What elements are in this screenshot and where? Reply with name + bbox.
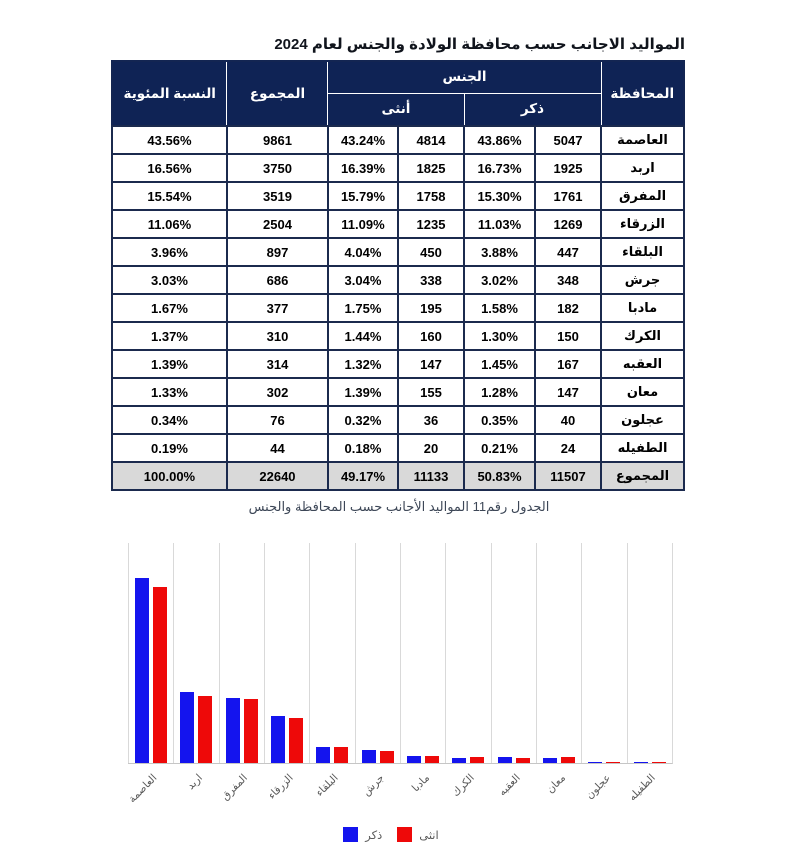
table-row	[112, 182, 684, 210]
table-cell: 1.37%	[112, 322, 227, 350]
table-cell: 15.79%	[328, 182, 398, 210]
table-cell: 1.39%	[112, 350, 227, 378]
table-cell: 338	[398, 266, 464, 294]
x-axis-label: العاصمة	[126, 772, 160, 806]
female-bar	[516, 758, 530, 763]
chart-legend	[0, 827, 790, 842]
category-group	[445, 543, 490, 800]
x-axis-label: مادبا	[409, 772, 432, 795]
table-cell: 9861	[227, 126, 328, 154]
table-cell: 0.34%	[112, 406, 227, 434]
male-bar	[407, 756, 421, 763]
table-cell: 76	[227, 406, 328, 434]
male-bar	[498, 757, 512, 763]
male-bar	[634, 762, 648, 763]
table-cell: 11507	[535, 462, 601, 490]
female-bar	[470, 757, 484, 763]
table-cell: 3.96%	[112, 238, 227, 266]
table-cell: 1.44%	[328, 322, 398, 350]
table-cell: 1825	[398, 154, 464, 182]
female-bar	[380, 751, 394, 763]
x-axis-label: معان	[543, 772, 568, 796]
table-row	[112, 294, 684, 322]
table-cell: 195	[398, 294, 464, 322]
table-row	[112, 210, 684, 238]
table-cell: 36	[398, 406, 464, 434]
governorate-cell: اربد	[601, 154, 684, 182]
table-cell: 3.02%	[464, 266, 535, 294]
male-bar	[226, 698, 240, 763]
births-table	[111, 60, 685, 491]
table-cell: 1.67%	[112, 294, 227, 322]
table-row	[112, 154, 684, 182]
table-cell: 3750	[227, 154, 328, 182]
table-cell: 43.86%	[464, 126, 535, 154]
header-percentage: النسبة المئوية	[112, 61, 227, 126]
category-group	[400, 543, 445, 795]
table-cell: 377	[227, 294, 328, 322]
x-axis-label: عجلون	[583, 772, 613, 802]
x-axis-label: العقبه	[495, 772, 523, 799]
table-cell: 43.24%	[328, 126, 398, 154]
governorate-cell: العقبه	[601, 350, 684, 378]
governorate-cell: المجموع	[601, 462, 684, 490]
table-row	[112, 434, 684, 462]
table-cell: 150	[535, 322, 601, 350]
male-bar	[452, 758, 466, 764]
category-group	[126, 543, 173, 806]
female-bar	[198, 696, 212, 763]
male-bar	[135, 578, 149, 763]
table-cell: 44	[227, 434, 328, 462]
table-cell: 0.21%	[464, 434, 535, 462]
x-axis-label: الزرقاء	[265, 772, 296, 802]
table-cell: 100.00%	[112, 462, 227, 490]
table-cell: 1.45%	[464, 350, 535, 378]
table-cell: 15.30%	[464, 182, 535, 210]
table-cell: 3.03%	[112, 266, 227, 294]
legend-female-swatch	[397, 827, 412, 842]
table-cell: 11.06%	[112, 210, 227, 238]
header-male: ذكر	[464, 93, 601, 126]
table-cell: 1758	[398, 182, 464, 210]
x-axis-label: المفرق	[219, 772, 251, 803]
table-cell: 447	[535, 238, 601, 266]
table-row	[112, 126, 684, 154]
governorate-cell: عجلون	[601, 406, 684, 434]
x-axis-label: الطفيله	[626, 772, 659, 804]
table-cell: 0.18%	[328, 434, 398, 462]
table-cell: 15.54%	[112, 182, 227, 210]
category-group	[309, 543, 354, 800]
table-cell: 24	[535, 434, 601, 462]
total-row	[112, 462, 684, 490]
category-group	[264, 543, 309, 802]
table-cell: 686	[227, 266, 328, 294]
header-total: المجموع	[227, 61, 328, 126]
table-header	[112, 61, 684, 126]
x-axis-label: البلقاء	[313, 772, 341, 800]
table-cell: 5047	[535, 126, 601, 154]
female-bar	[606, 762, 620, 763]
table-cell: 22640	[227, 462, 328, 490]
table-row	[112, 350, 684, 378]
table-cell: 1.58%	[464, 294, 535, 322]
header-governorate: المحافظة	[601, 61, 684, 126]
female-bar	[153, 587, 167, 764]
female-bar	[561, 757, 575, 763]
female-bar	[244, 699, 258, 763]
table-cell: 3519	[227, 182, 328, 210]
header-gender: الجنس	[328, 61, 601, 93]
table-cell: 1.32%	[328, 350, 398, 378]
governorate-cell: الطفيله	[601, 434, 684, 462]
male-bar	[271, 716, 285, 763]
male-bar	[588, 762, 602, 763]
table-cell: 4.04%	[328, 238, 398, 266]
category-group	[355, 543, 400, 799]
male-bar	[180, 692, 194, 763]
table-cell: 1925	[535, 154, 601, 182]
table-cell: 1235	[398, 210, 464, 238]
legend-male-label: ذكر	[365, 829, 383, 842]
female-bar	[289, 718, 303, 763]
x-axis-label: جرش	[360, 772, 387, 799]
category-group	[219, 543, 264, 803]
male-bar	[362, 750, 376, 763]
x-axis-label: الكرك	[449, 772, 477, 800]
table-row	[112, 266, 684, 294]
male-bar	[316, 747, 330, 763]
legend-female-label: انثى	[419, 829, 439, 842]
table-body	[112, 126, 684, 490]
male-bar	[543, 758, 557, 763]
table-cell: 43.56%	[112, 126, 227, 154]
category-group	[626, 543, 672, 804]
table-cell: 314	[227, 350, 328, 378]
header-female: أنثى	[328, 93, 464, 126]
table-cell: 49.17%	[328, 462, 398, 490]
governorate-cell: الكرك	[601, 322, 684, 350]
governorate-cell: العاصمة	[601, 126, 684, 154]
table-cell: 1.33%	[112, 378, 227, 406]
table-cell: 1.39%	[328, 378, 398, 406]
category-group	[581, 543, 626, 802]
table-cell: 11.09%	[328, 210, 398, 238]
category-group	[536, 543, 581, 796]
female-bar	[425, 756, 439, 763]
table-cell: 310	[227, 322, 328, 350]
table-cell: 450	[398, 238, 464, 266]
table-cell: 182	[535, 294, 601, 322]
governorate-cell: جرش	[601, 266, 684, 294]
page-title: المواليد الاجانب حسب محافظة الولادة والجنس لعام 2024	[274, 36, 685, 53]
category-group	[173, 543, 218, 793]
governorate-cell: الزرقاء	[601, 210, 684, 238]
governorate-cell: معان	[601, 378, 684, 406]
table-cell: 1.30%	[464, 322, 535, 350]
table-cell: 167	[535, 350, 601, 378]
table-cell: 155	[398, 378, 464, 406]
table-cell: 0.19%	[112, 434, 227, 462]
table-cell: 0.32%	[328, 406, 398, 434]
table-cell: 3.04%	[328, 266, 398, 294]
table-caption: الجدول رقم11 المواليد الأجانب حسب المحافظة والجنس	[248, 499, 550, 514]
table-cell: 897	[227, 238, 328, 266]
table-cell: 20	[398, 434, 464, 462]
governorate-cell: مادبا	[601, 294, 684, 322]
table-cell: 147	[535, 378, 601, 406]
table-row	[112, 378, 684, 406]
female-bar	[334, 747, 348, 764]
table-cell: 0.35%	[464, 406, 535, 434]
legend-male-swatch	[343, 827, 358, 842]
table-cell: 16.56%	[112, 154, 227, 182]
table-cell: 147	[398, 350, 464, 378]
governorate-cell: المفرق	[601, 182, 684, 210]
table-cell: 11133	[398, 462, 464, 490]
table-cell: 1761	[535, 182, 601, 210]
bar-chart	[126, 543, 673, 806]
table-row	[112, 322, 684, 350]
table-cell: 11.03%	[464, 210, 535, 238]
table-cell: 16.39%	[328, 154, 398, 182]
table-cell: 2504	[227, 210, 328, 238]
governorate-cell: البلقاء	[601, 238, 684, 266]
table-cell: 40	[535, 406, 601, 434]
table-cell: 348	[535, 266, 601, 294]
table-cell: 1.75%	[328, 294, 398, 322]
female-bar	[652, 762, 666, 763]
table-cell: 1269	[535, 210, 601, 238]
table-cell: 3.88%	[464, 238, 535, 266]
table-row	[112, 406, 684, 434]
table-row	[112, 238, 684, 266]
table-cell: 50.83%	[464, 462, 535, 490]
table-cell: 4814	[398, 126, 464, 154]
table-cell: 16.73%	[464, 154, 535, 182]
table-cell: 302	[227, 378, 328, 406]
table-cell: 1.28%	[464, 378, 535, 406]
table-cell: 160	[398, 322, 464, 350]
category-group	[491, 543, 536, 799]
x-axis-label: اربد	[184, 772, 205, 793]
